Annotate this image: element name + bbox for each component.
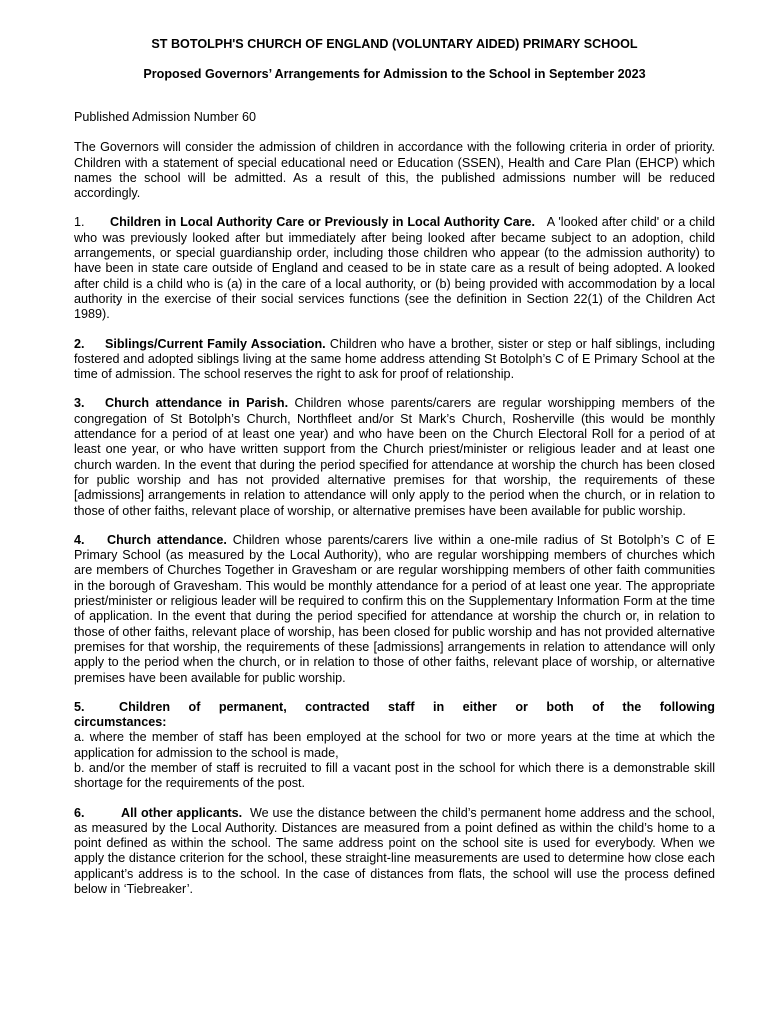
document-subtitle: Proposed Governors’ Arrangements for Admission to the School in September 2023 — [143, 67, 646, 81]
criterion-heading — [74, 533, 227, 547]
criterion-heading: Children in Local Authority Care or Previously in Local Authority Care. — [110, 215, 536, 230]
criterion-heading-text: Church attendance in Parish. — [105, 396, 289, 411]
criterion-text: Children whose parents/carers live within a one-mile radius of St Botolph’s C of E Primary School (as measured by the Local Authority), who are regular worshipping members of churches which are members of Churches Together in Gravesham or are regular worshipping members of other faith communities in the borough of Gravesham. This would be monthly attendance for a period of at least one year. The appropriate priest/minister or religious leader will be required to confirm this on the Supplementary Information Form at the time of application. In the event that during the period specified for attendance at worship the church or, in relation to those of other faiths, relevant place of worship, has been closed for public worship and has not provided alternative premises for that worship, the requirements of these [admissions] arrangements in relation to attendance will only apply to the period when the church, or in relation to those of other faiths, relevant place of worship, or alternative premises have been available for public worship. — [74, 532, 716, 685]
criterion-number: 1. — [74, 215, 85, 230]
criterion-number: 3. — [74, 396, 85, 411]
criterion-item-a: a. where the member of staff has been employed at the school for two or more years at the time at which the application for admission to the school is made, — [74, 730, 715, 760]
criterion-text: Children whose parents/carers are regular worshipping members of the congregation of St Botolph’s Church, Northfleet and/or St Mark’s Church, Rosherville (this would be monthly attendance for a period of at least one year) and who have been on the Church Electoral Roll for a period of at least one year, or who have written support from the Church priest/minister or religious leader and at least one church warden. In the event that during the period specified for attendance at worship the church has been closed for public worship and has not provided alternative premises for that worship, the requirements of these [admissions] arrangements in relation to attendance will only apply to the period when the church, or in relation to those of other faiths, relevant place of worship, or alternative premises have been available for public worship. — [74, 396, 715, 518]
criterion-3 — [74, 396, 715, 518]
criterion-heading — [74, 806, 242, 820]
criterion-heading — [74, 396, 288, 410]
criterion-1 — [74, 215, 715, 322]
criterion-text: We use the distance between the child’s permanent home address and the school, as measured by the Local Authority. Distances are measured from a point defined as within the child’s home to a point defined as within the school. The same address point on the school site is used for everybody. When we apply the distance criterion for the school, these straight-line measurements are used to determine how close each applicant’s address is to the school. In the case of distances from flats, the school will use the process defined below in ‘Tiebreaker’. — [74, 805, 715, 897]
criterion-number: 5. — [74, 699, 85, 714]
criterion-text: Children who have a brother, sister or step or half siblings, including fostered and adopted siblings living at the same home address attending St Botolph’s C of E Primary School at the time of admission. The school reserves the right to ask for proof of relationship. — [74, 336, 716, 382]
school-name-heading: ST BOTOLPH'S CHURCH OF ENGLAND (VOLUNTARY AIDED) PRIMARY SCHOOL — [151, 37, 638, 51]
criterion-2 — [74, 337, 715, 383]
criterion-number: 2. — [74, 336, 85, 351]
criterion-heading — [74, 337, 326, 351]
document-page — [74, 36, 715, 911]
criterion-heading-continued: circumstances: — [74, 715, 167, 730]
criterion-heading-text: Church attendance. — [107, 532, 227, 547]
criterion-number: 6. — [74, 805, 85, 820]
criterion-heading-text: Siblings/Current Family Association. — [105, 336, 326, 351]
criterion-4 — [74, 533, 715, 686]
criterion-heading-text: All other applicants. — [121, 805, 243, 820]
intro-paragraph: The Governors will consider the admission of children in accordance with the following criteria in order of priority. Children with a statement of special educational need or Education (SSEN), Health and Care Plan (EHCP) which names the school will be admitted. As a result of this, the published admissions number will be reduced accordingly. — [74, 140, 715, 201]
criterion-5 — [74, 700, 715, 792]
criterion-number: 4. — [74, 532, 85, 547]
criterion-heading — [74, 700, 715, 715]
criterion-item-b: b. and/or the member of staff is recruited to fill a vacant post in the school for which there is a demonstrable skill shortage for the requirements of the post. — [74, 760, 715, 791]
criterion-6 — [74, 806, 715, 898]
published-admission-number: Published Admission Number 60 — [74, 110, 257, 124]
criterion-heading-text: Children of permanent, contracted staff in either or both of the following — [119, 699, 715, 714]
criterion-text: A 'looked after child' or a child who was previously looked after but immediately after being looked after became subject to an adoption, child arrangements, or special guardianship order, including those children who appear (to the admission authority) to have been in state care outside of England and ceased to be in state care as a result of being adopted. A looked after child is a child who is (a) in the care of a local authority, or (b) being provided with accommodation by a local authority in the exercise of their social services functions (see the definition in Section 22(1) of the Children Act 1989). — [74, 215, 716, 322]
